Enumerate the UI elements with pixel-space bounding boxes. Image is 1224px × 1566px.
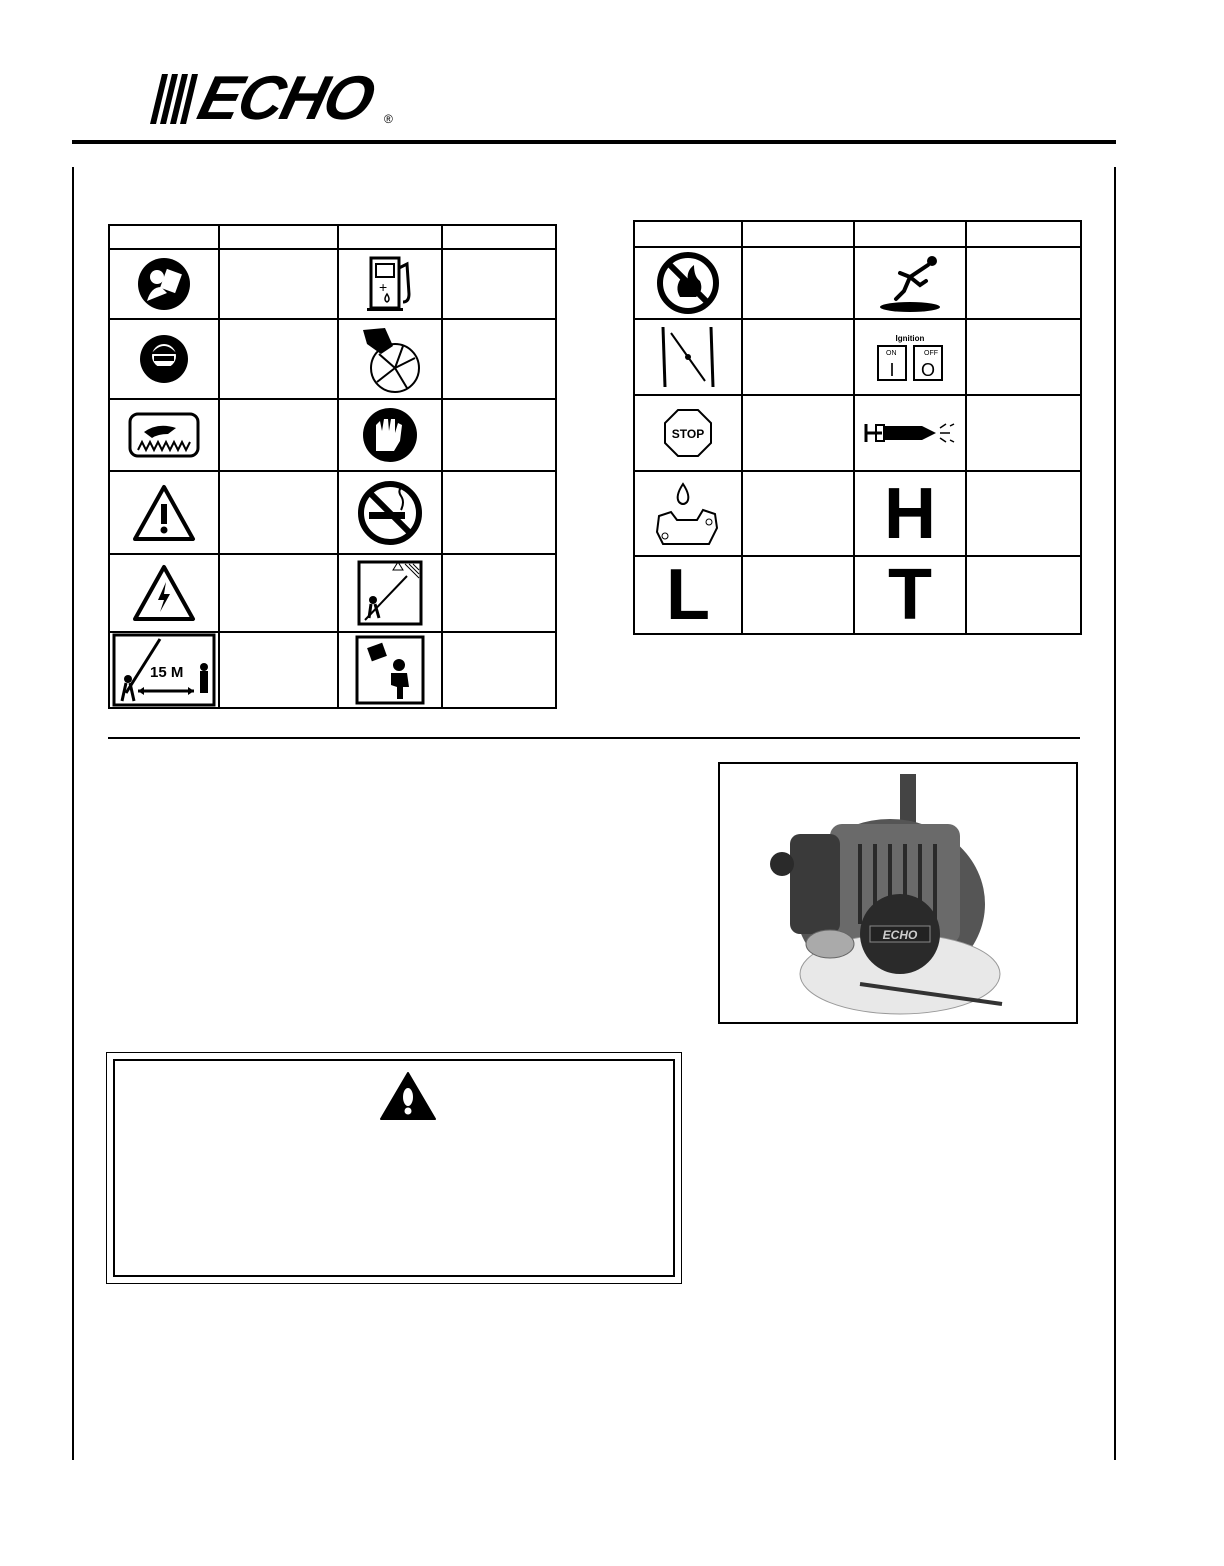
symbol-description [442,319,556,399]
choke-lever-icon [634,319,742,395]
table-row [634,395,1081,471]
symbol-description [219,249,338,319]
symbol-description [219,554,338,632]
letter-t: T [888,555,932,635]
right-margin-line [1114,167,1116,1460]
table-row [634,247,1081,319]
distance-label: 15 M [150,664,184,681]
symbol-description [219,471,338,554]
header-cell [854,221,966,247]
no-fire-icon [634,247,742,319]
symbol-description [966,247,1081,319]
header-cell [742,221,854,247]
head-eye-ear-protection-icon [109,319,219,399]
symbol-description [219,319,338,399]
photo-logo: ECHO [882,928,918,942]
symbols-table-right [633,220,1082,635]
header-cell [219,225,338,249]
header-cell [442,225,556,249]
stop-sign-icon [634,395,742,471]
off-label: OFF [924,350,938,357]
on-label: ON [886,350,897,357]
symbol-description [742,395,854,471]
registered-mark: ® [384,112,393,126]
symbol-description [219,399,338,471]
table-row [634,556,1081,634]
keep-distance-icon [109,632,219,708]
symbol-description [742,556,854,634]
left-margin-line [72,167,74,1460]
symbol-description [966,319,1081,395]
letter-h: H [884,473,936,554]
symbol-description [442,249,556,319]
symbol-description [966,395,1081,471]
warning-triangle-icon [379,1071,437,1121]
svg-text:+: + [379,279,388,295]
header-rule [72,140,1116,144]
warning-box-inner [113,1059,675,1277]
letter-l: L [666,555,710,635]
table-row [109,554,556,632]
echo-logo [148,64,408,133]
read-manual-icon [109,249,219,319]
symbol-description [966,556,1081,634]
symbol-description [966,471,1081,556]
primer-bulb-icon [854,395,966,471]
off-glyph: O [920,360,936,380]
section-divider [108,737,1080,739]
table-row [109,399,556,471]
table-row [109,632,556,708]
letter-t-icon [854,556,966,634]
electric-shock-icon [109,554,219,632]
warning-triangle-icon [109,471,219,554]
letter-h-icon [854,471,966,556]
ignition-label: Ignition [895,334,925,343]
table-row [109,319,556,399]
ignition-switch-icon [854,319,966,395]
falling-object-icon [338,554,442,632]
on-glyph: I [889,360,895,380]
symbol-description [742,471,854,556]
symbol-description [442,632,556,708]
table-row [634,471,1081,556]
symbol-description [219,632,338,708]
symbol-description [742,319,854,395]
hand-rotating-blade-icon [338,319,442,399]
hot-surface-hand-icon [109,399,219,471]
stop-label: STOP [671,427,705,441]
thrown-object-icon [338,632,442,708]
symbol-description [442,554,556,632]
table-row [109,471,556,554]
oil-drop-icon [634,471,742,556]
fuel-pump-icon [338,249,442,319]
symbol-description [442,399,556,471]
header-cell [109,225,219,249]
table-header-row [109,225,556,249]
table-row [634,319,1081,395]
symbol-description [442,471,556,554]
warning-box [106,1052,682,1284]
engine-photo [718,762,1078,1024]
logo-text: ECHO [191,64,380,133]
letter-l-icon [634,556,742,634]
header-cell [634,221,742,247]
gloves-icon [338,399,442,471]
symbols-table-left [108,224,557,709]
no-smoking-icon [338,471,442,554]
symbol-description [742,247,854,319]
slip-hazard-icon [854,247,966,319]
table-header-row [634,221,1081,247]
header-cell [338,225,442,249]
header-cell [966,221,1081,247]
table-row [109,249,556,319]
